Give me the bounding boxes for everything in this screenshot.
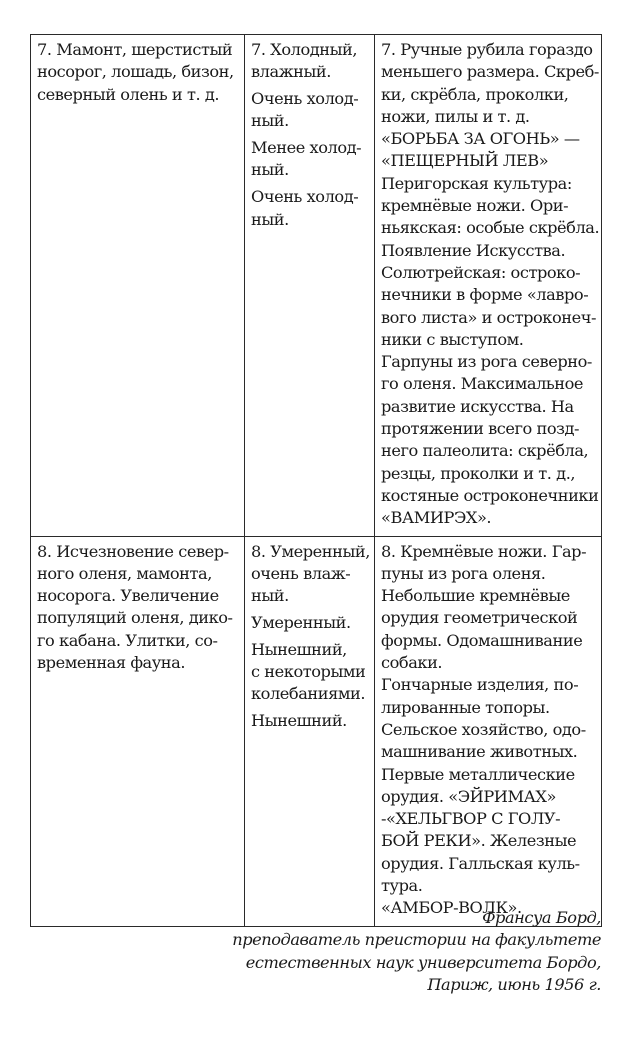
text-line: костяные остроконечники <box>381 485 599 505</box>
text-line: 8. Исчезновение север- <box>37 541 229 561</box>
text-line: го кабана. Улитки, со- <box>37 630 218 650</box>
text-line: Первые металлические <box>381 764 575 784</box>
text-line: «ВАМИРЭХ». <box>381 508 492 528</box>
text-line: орудия геометрической <box>381 608 578 628</box>
text-line: ножи, пилы и т. д. <box>381 106 530 126</box>
text-line: протяжении всего позд- <box>381 419 580 439</box>
text-line: Небольшие кремнёвые <box>381 586 570 606</box>
text-line: Появление Искусства. <box>381 240 566 260</box>
text-line: Солютрейская: остроко- <box>381 262 581 282</box>
text-line: него палеолита: скрёбла, <box>381 441 589 461</box>
climate-paragraph <box>251 186 369 231</box>
text-line: с некоторыми <box>251 662 366 682</box>
text-line: формы. Одомашнивание <box>381 630 583 650</box>
climate-paragraph <box>251 137 369 182</box>
prehistory-table <box>30 34 602 927</box>
culture-cell <box>375 536 602 926</box>
text-line: «ПЕЩЕРНЫЙ ЛЕВ» <box>381 151 549 171</box>
text-line: 8. Кремнёвые ножи. Гар- <box>381 541 587 561</box>
text-line: Нынешний, <box>251 639 347 659</box>
text-line: 8. Умеренный, <box>251 541 370 561</box>
text-line: временная фауна. <box>37 653 186 673</box>
text-line: тура. <box>381 875 423 895</box>
text-line: 7. Холодный, <box>251 40 358 59</box>
table-row <box>31 35 602 537</box>
author-position: естественных наук университета Бордо, <box>245 952 601 972</box>
text-line: ный. <box>251 160 289 180</box>
fauna-cell <box>31 536 245 926</box>
text-line: ки, скрёбла, проколки, <box>381 84 569 104</box>
text-line: собаки. <box>381 653 443 673</box>
text-line: го оленя. Максимальное <box>381 374 584 394</box>
text-line: Очень холод- <box>251 187 359 207</box>
text-line: машнивание животных. <box>381 742 578 762</box>
text-line: развитие искусства. На <box>381 396 574 416</box>
text-line: северный олень и т. д. <box>37 84 220 104</box>
text-line: колебаниями. <box>251 684 366 704</box>
text-line: влажный. <box>251 62 331 82</box>
text-line: ный. <box>251 586 289 606</box>
climate-cell <box>245 35 375 537</box>
text-line: кремнёвые ножи. Ори- <box>381 196 569 216</box>
climate-paragraph <box>251 88 369 133</box>
climate-paragraph <box>251 710 369 732</box>
text-line: резцы, проколки и т. д., <box>381 463 576 483</box>
text-line: ньякская: особые скрёбла. <box>381 218 600 238</box>
text-line: Очень холод- <box>251 89 359 109</box>
text-line: очень влаж- <box>251 563 351 583</box>
climate-paragraph <box>251 639 369 706</box>
document-page <box>30 34 601 994</box>
place-and-date: Париж, июнь 1956 г. <box>427 974 601 994</box>
author-signature <box>232 907 601 996</box>
text-line: Перигорская культура: <box>381 173 572 193</box>
text-line: Умеренный. <box>251 612 351 632</box>
text-line: Гарпуны из рога северно- <box>381 352 592 372</box>
text-line: «АМБОР-ВОЛК». <box>381 898 522 918</box>
text-line: носорога. Увеличение <box>37 586 219 606</box>
text-line: ники с выступом. <box>381 329 524 349</box>
text-line: меньшего размера. Скреб- <box>381 62 599 82</box>
text-line: орудия. Галльская куль- <box>381 853 580 873</box>
text-line: ного оленя, мамонта, <box>37 563 212 583</box>
text-line: пуны из рога оленя. <box>381 563 546 583</box>
author-position: преподаватель преистории на факультете <box>232 930 601 950</box>
text-line: ный. <box>251 111 289 131</box>
author-name: Франсуа Борд, <box>482 908 601 927</box>
climate-cell <box>245 536 375 926</box>
text-line: Нынешний. <box>251 711 347 731</box>
text-line: вого листа» и остроконеч- <box>381 307 596 327</box>
text-line: Менее холод- <box>251 138 362 158</box>
text-line: «БОРЬБА ЗА ОГОНЬ» — <box>381 129 580 149</box>
text-line: -«ХЕЛЬГВОР С ГОЛУ- <box>381 809 561 829</box>
culture-cell <box>375 35 602 537</box>
text-line: популяций оленя, дико- <box>37 608 233 628</box>
climate-paragraph <box>251 612 369 634</box>
text-line: лированные топоры. <box>381 697 550 717</box>
table-row <box>31 536 602 926</box>
climate-paragraph <box>251 39 369 84</box>
fauna-cell <box>31 35 245 537</box>
text-line: ный. <box>251 209 289 229</box>
climate-paragraph <box>251 541 369 608</box>
text-line: нечники в форме «лавро- <box>381 285 589 305</box>
text-line: Сельское хозяйство, одо- <box>381 719 586 739</box>
text-line: носорог, лошадь, бизон, <box>37 62 234 82</box>
text-line: орудия. «ЭЙРИМАХ» <box>381 786 556 806</box>
text-line: БОЙ РЕКИ». Железные <box>381 831 577 851</box>
text-line: 7. Мамонт, шерстистый <box>37 40 233 59</box>
text-line: Гончарные изделия, по- <box>381 675 579 695</box>
text-line: 7. Ручные рубила гораздо <box>381 40 593 59</box>
